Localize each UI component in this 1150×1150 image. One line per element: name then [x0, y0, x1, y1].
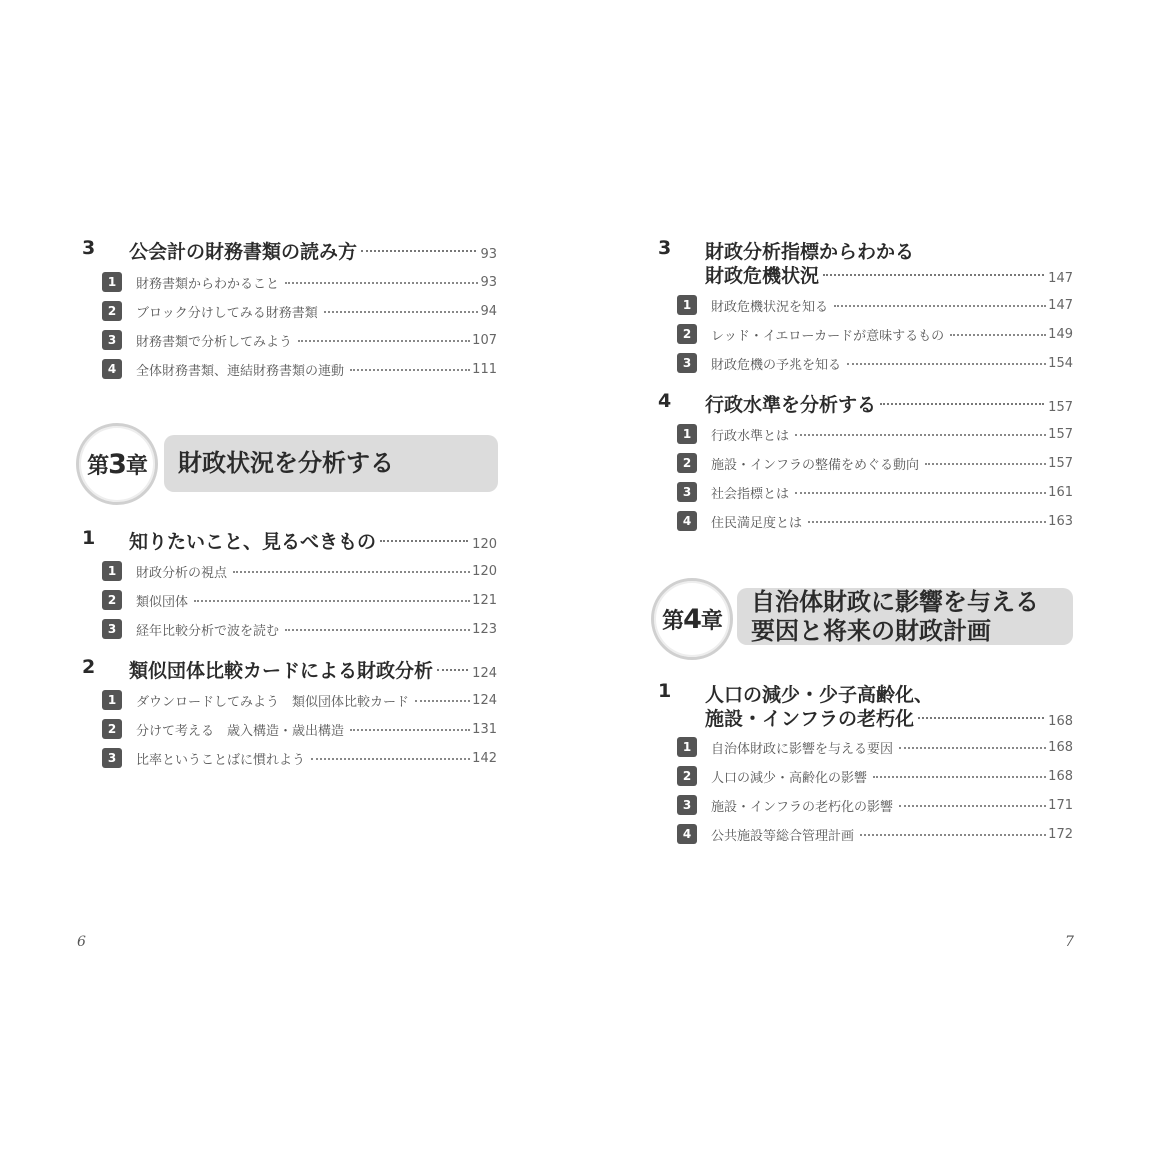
page-number: 163 [1048, 513, 1073, 529]
toc-section-1[interactable] [82, 527, 497, 553]
item-number-badge: 3 [102, 619, 122, 639]
chapter-number: 4 [683, 603, 701, 635]
section-title-line2: 施設・インフラの老朽化 [705, 708, 915, 730]
item-number-badge: 2 [677, 453, 697, 473]
dot-leader [194, 600, 470, 602]
item-number-badge: 3 [677, 482, 697, 502]
chapter-4-header[interactable] [651, 578, 1073, 658]
item-label: 財政分析の視点 [136, 565, 228, 581]
toc-section-3[interactable] [82, 237, 497, 263]
item-label: 施設・インフラの老朽化の影響 [711, 799, 894, 815]
section-number: 1 [658, 680, 672, 702]
section-number: 3 [658, 237, 672, 259]
item-number-badge: 1 [102, 561, 122, 581]
item-number-badge: 2 [102, 719, 122, 739]
toc-section-1[interactable] [658, 680, 1073, 728]
item-label: 財務書類で分析してみよう [136, 334, 293, 350]
dot-leader [795, 434, 1046, 436]
chapter-suffix: 章 [125, 453, 147, 479]
page-number: 93 [480, 274, 497, 290]
toc-item[interactable] [677, 765, 1073, 787]
chapter-title-line2: 要因と将来の財政計画 [751, 617, 991, 645]
chapter-title [751, 588, 1039, 646]
item-number-badge: 1 [102, 690, 122, 710]
page-number: 154 [1048, 355, 1073, 371]
dot-leader [950, 334, 1046, 336]
page-number: 120 [472, 537, 497, 552]
page-number: 120 [472, 563, 497, 579]
dot-leader [834, 305, 1046, 307]
page-number: 161 [1048, 484, 1073, 500]
page-number: 121 [472, 592, 497, 608]
dot-leader [350, 369, 470, 371]
item-number-badge: 1 [677, 295, 697, 315]
item-label: 財務書類からわかること [136, 276, 280, 292]
item-number-badge: 2 [677, 324, 697, 344]
page-number: 168 [1048, 768, 1073, 784]
item-label: レッド・イエローカードが意味するもの [711, 328, 945, 344]
item-label: 住民満足度とは [711, 515, 803, 531]
page-number: 142 [472, 750, 497, 766]
dot-leader [437, 669, 468, 671]
page-number: 111 [472, 361, 497, 377]
toc-item[interactable] [677, 823, 1073, 845]
dot-leader [823, 274, 1044, 276]
dot-leader [380, 540, 468, 542]
section-title: 知りたいこと、見るべきもの [129, 531, 377, 553]
chapter-number: 3 [108, 448, 126, 480]
item-number-badge: 1 [102, 272, 122, 292]
toc-item[interactable] [677, 423, 1073, 445]
page-number: 157 [1048, 455, 1073, 471]
item-label: 比率ということばに慣れよう [136, 752, 306, 768]
dot-leader [899, 805, 1046, 807]
dot-leader [860, 834, 1046, 836]
dot-leader [415, 700, 470, 702]
section-title: 行政水準を分析する [705, 394, 877, 416]
page-number: 168 [1048, 739, 1073, 755]
dot-leader [311, 758, 470, 760]
item-number-badge: 1 [677, 424, 697, 444]
item-number-badge: 4 [677, 824, 697, 844]
section-title-line1: 人口の減少・少子高齢化、 [705, 684, 934, 706]
toc-item[interactable] [102, 589, 497, 611]
item-label: 人口の減少・高齢化の影響 [711, 770, 868, 786]
item-number-badge: 3 [102, 330, 122, 350]
toc-item[interactable] [102, 329, 497, 351]
item-label: 自治体財政に影響を与える要因 [711, 741, 894, 757]
toc-item[interactable] [102, 747, 497, 769]
item-number-badge: 4 [677, 511, 697, 531]
chapter-prefix: 第 [87, 453, 109, 479]
toc-item[interactable] [102, 689, 497, 711]
section-title-line1: 財政分析指標からわかる [705, 241, 915, 263]
item-label: 行政水準とは [711, 428, 790, 444]
page-number: 147 [1048, 297, 1073, 313]
toc-section-2[interactable] [82, 656, 497, 682]
chapter-number-circle [651, 578, 733, 660]
dot-leader [808, 521, 1046, 523]
item-label: 財政危機の予兆を知る [711, 357, 842, 373]
toc-item[interactable] [677, 352, 1073, 374]
item-label: 施設・インフラの整備をめぐる動向 [711, 457, 920, 473]
toc-section-4[interactable] [658, 390, 1073, 416]
page-number: 131 [472, 721, 497, 737]
page-number: 124 [472, 666, 497, 681]
page-number: 157 [1048, 400, 1073, 415]
item-number-badge: 3 [102, 748, 122, 768]
dot-leader [873, 776, 1046, 778]
toc-item[interactable] [102, 271, 497, 293]
item-label: 類似団体 [136, 594, 189, 610]
item-label: ブロック分けしてみる財務書類 [136, 305, 318, 321]
page-number: 171 [1048, 797, 1073, 813]
page-number: 157 [1048, 426, 1073, 442]
item-label: 社会指標とは [711, 486, 790, 502]
page-folio: 6 [77, 934, 86, 950]
dot-leader [899, 747, 1046, 749]
page-number: 94 [480, 303, 497, 319]
chapter-3-header[interactable] [76, 423, 498, 503]
item-number-badge: 3 [677, 353, 697, 373]
section-title: 類似団体比較カードによる財政分析 [129, 660, 434, 682]
dot-leader [285, 629, 470, 631]
page-number: 123 [472, 621, 497, 637]
item-number-badge: 2 [102, 301, 122, 321]
item-number-badge: 2 [677, 766, 697, 786]
item-number-badge: 4 [102, 359, 122, 379]
page-number: 149 [1048, 326, 1073, 342]
dot-leader [285, 282, 478, 284]
section-title: 公会計の財務書類の読み方 [129, 241, 358, 263]
section-number: 2 [82, 656, 96, 678]
dot-leader [847, 363, 1046, 365]
chapter-title-line1: 自治体財政に影響を与える [751, 588, 1039, 616]
toc-item[interactable] [677, 294, 1073, 316]
chapter-suffix: 章 [700, 608, 722, 634]
toc-item[interactable] [677, 323, 1073, 345]
dot-leader [925, 463, 1046, 465]
dot-leader [361, 250, 476, 252]
page-number: 124 [472, 692, 497, 708]
page-number: 172 [1048, 826, 1073, 842]
toc-item[interactable] [102, 618, 497, 640]
toc-item[interactable] [102, 560, 497, 582]
toc-section-3[interactable] [658, 237, 1073, 285]
toc-item[interactable] [102, 358, 497, 380]
dot-leader [880, 403, 1044, 405]
chapter-title: 財政状況を分析する [178, 449, 394, 477]
right-page [575, 0, 1150, 1150]
section-number: 3 [82, 237, 96, 259]
item-label: 公共施設等総合管理計画 [711, 828, 855, 844]
page-folio: 7 [1065, 934, 1074, 950]
toc-item[interactable] [677, 452, 1073, 474]
item-label: 全体財務書類、連結財務書類の連動 [136, 363, 345, 379]
dot-leader [350, 729, 470, 731]
section-number: 4 [658, 390, 672, 412]
dot-leader [324, 311, 479, 313]
item-number-badge: 1 [677, 737, 697, 757]
toc-item[interactable] [102, 300, 497, 322]
item-label: ダウンロードしてみよう 類似団体比較カード [136, 694, 410, 710]
dot-leader [233, 571, 470, 573]
toc-item[interactable] [677, 481, 1073, 503]
chapter-prefix: 第 [662, 608, 684, 634]
section-title-line2: 財政危機状況 [705, 265, 820, 287]
page-number: 93 [480, 247, 497, 262]
section-number: 1 [82, 527, 96, 549]
toc-item[interactable] [677, 510, 1073, 532]
item-number-badge: 3 [677, 795, 697, 815]
item-label: 経年比較分析で波を読む [136, 623, 280, 639]
item-label: 分けて考える 歳入構造・歳出構造 [136, 723, 345, 739]
item-label: 財政危機状況を知る [711, 299, 829, 315]
toc-item[interactable] [677, 794, 1073, 816]
page-number: 168 [1048, 714, 1073, 729]
dot-leader [298, 340, 470, 342]
chapter-number-circle [76, 423, 158, 505]
item-number-badge: 2 [102, 590, 122, 610]
toc-item[interactable] [677, 736, 1073, 758]
page-number: 147 [1048, 271, 1073, 286]
dot-leader [918, 717, 1044, 719]
dot-leader [795, 492, 1046, 494]
page-number: 107 [472, 332, 497, 348]
toc-item[interactable] [102, 718, 497, 740]
